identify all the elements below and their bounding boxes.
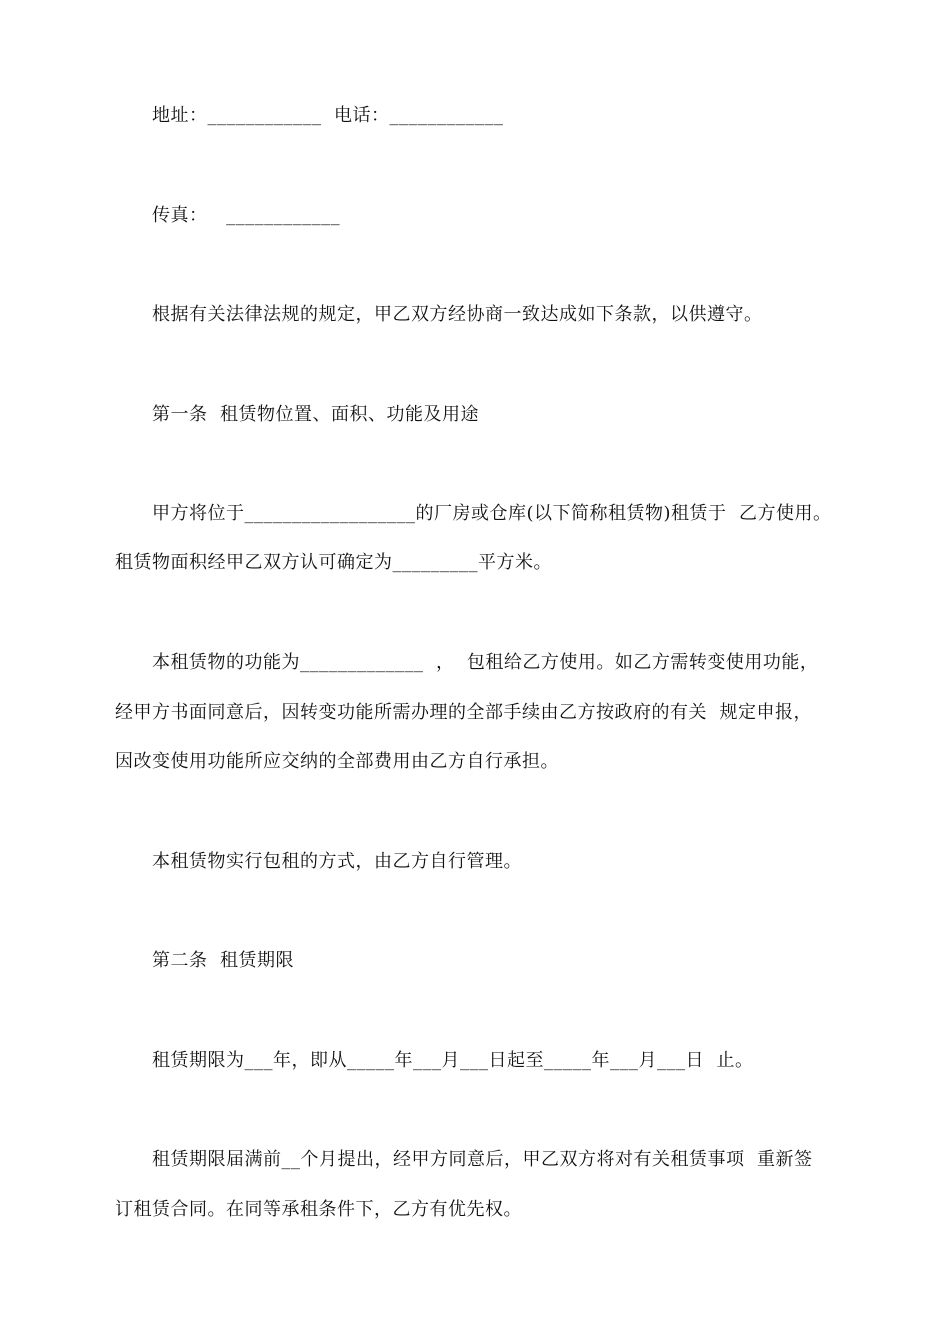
article-2-paragraph-2-line-1: 租赁期限届满前__个月提出，经甲方同意后，甲乙双方将对有关租赁事项 重新签 xyxy=(152,1149,813,1170)
intro-paragraph: 根据有关法律法规的规定，甲乙双方经协商一致达成如下条款，以供遵守。 xyxy=(152,304,763,325)
article-1-heading: 第一条 租赁物位置、面积、功能及用途 xyxy=(152,404,479,425)
article-1-paragraph-1-line-1: 甲方将位于__________________的厂房或仓库(以下简称租赁物)租赁于 乙方使用。 xyxy=(152,503,832,524)
address-phone-line: 地址：____________ 电话：____________ xyxy=(152,105,504,126)
article-1-paragraph-1-line-2: 租赁物面积经甲乙双方认可确定为_________平方米。 xyxy=(115,552,552,573)
article-1-paragraph-2-line-3: 因改变使用功能所应交纳的全部费用由乙方自行承担。 xyxy=(115,751,559,772)
article-2-heading: 第二条 租赁期限 xyxy=(152,950,294,971)
article-1-paragraph-3: 本租赁物实行包租的方式，由乙方自行管理。 xyxy=(152,851,522,872)
article-2-paragraph-2-line-2: 订租赁合同。在同等承租条件下，乙方有优先权。 xyxy=(115,1199,522,1220)
article-1-paragraph-2-line-1: 本租赁物的功能为_____________ ， 包租给乙方使用。如乙方需转变使用功能， xyxy=(152,652,819,673)
fax-line: 传真： ____________ xyxy=(152,205,341,226)
article-1-paragraph-2-line-2: 经甲方书面同意后，因转变功能所需办理的全部手续由乙方按政府的有关 规定申报， xyxy=(115,702,812,723)
article-2-paragraph-1: 租赁期限为___年，即从_____年___月___日起至_____年___月___日 止。 xyxy=(152,1050,754,1071)
